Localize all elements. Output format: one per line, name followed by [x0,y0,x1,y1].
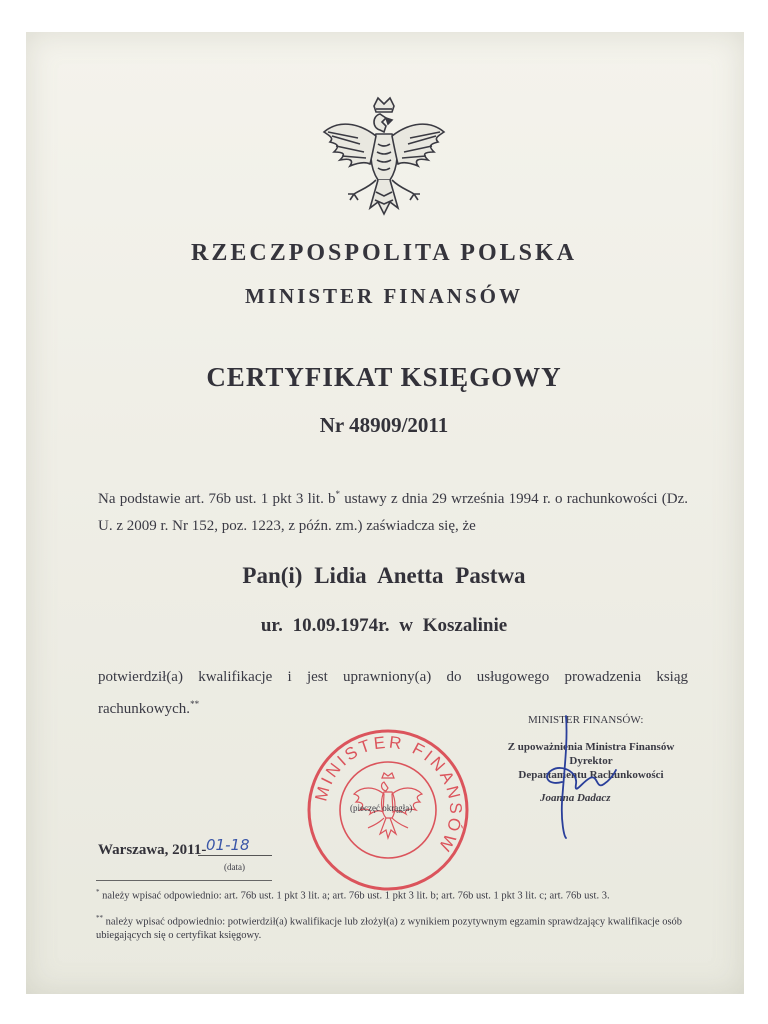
handwritten-date: 01-18 [206,836,250,854]
eagle-emblem-icon [320,96,448,234]
legal-basis-text-1: Na podstawie art. 76b ust. 1 pkt 3 lit. b [98,491,336,507]
footnote-2 [96,912,686,942]
certificate-title: CERTYFIKAT KSIĘGOWY [206,362,562,392]
signature-title: MINISTER FINANSÓW: [528,714,644,726]
footnote-divider [96,880,272,881]
footnote-2-text: należy wpisać odpowiednio: potwierdził(a) kwalifikacje lub złożył(a) z wynikiem pozytywnym egzamin sprawdzający kwalifikacje osób ubiegających się o certyfikat księgowy. [96,916,683,941]
date-underline [198,855,272,856]
footnote-marker-1: * [335,489,341,499]
signer-name: Joanna Dadacz [540,792,611,804]
date-label: (data) [224,862,245,872]
holder-birth: ur. 10.09.1974r. w Koszalinie [260,615,508,636]
handwritten-signature-icon [518,712,638,842]
confirmation-text: potwierdził(a) kwalifikacje i jest uprawniony(a) do usługowego prowadzenia ksiąg rachunkowych. [98,669,688,717]
footnote-1-mark: * [96,888,100,896]
holder-name: Pan(i) Lidia Anetta Pastwa [242,563,526,588]
stamp-ring-text: MINISTER FINANSÓW [311,732,466,857]
issue-place: Warszawa, 2011- [98,842,207,858]
minister-heading: MINISTER FINANSÓW [245,284,523,308]
footnote-marker-2: ** [190,699,200,709]
signature-line-1: Z upoważnienia Ministra Finansów [507,741,675,753]
footnote-1 [96,886,686,903]
legal-basis-text-2: ustawy z dnia 29 września 1994 r. o rachunkowości (Dz. U. z 2009 r. Nr 152, poz. 1223, z późn. zm.) zaświadcza się, że [98,491,688,534]
footnote-1-text: należy wpisać odpowiednio: art. 76b ust. 1 pkt 3 lit. a; art. 76b ust. 1 pkt 3 lit. b; art. 76b ust. 1 pkt 3 lit. c; art. 76b ust. 3. [99,890,610,902]
republic-heading: RZECZPOSPOLITA POLSKA [191,240,577,266]
stamp-center-label: (pieczęć okrągła) [350,803,413,813]
signature-line-2: Dyrektor [569,755,613,767]
signature-line-3: Departamentu Rachunkowości [518,769,664,781]
legal-basis-paragraph [98,481,688,540]
certificate-number: Nr 48909/2011 [319,413,449,437]
footnote-2-mark: ** [96,914,103,922]
